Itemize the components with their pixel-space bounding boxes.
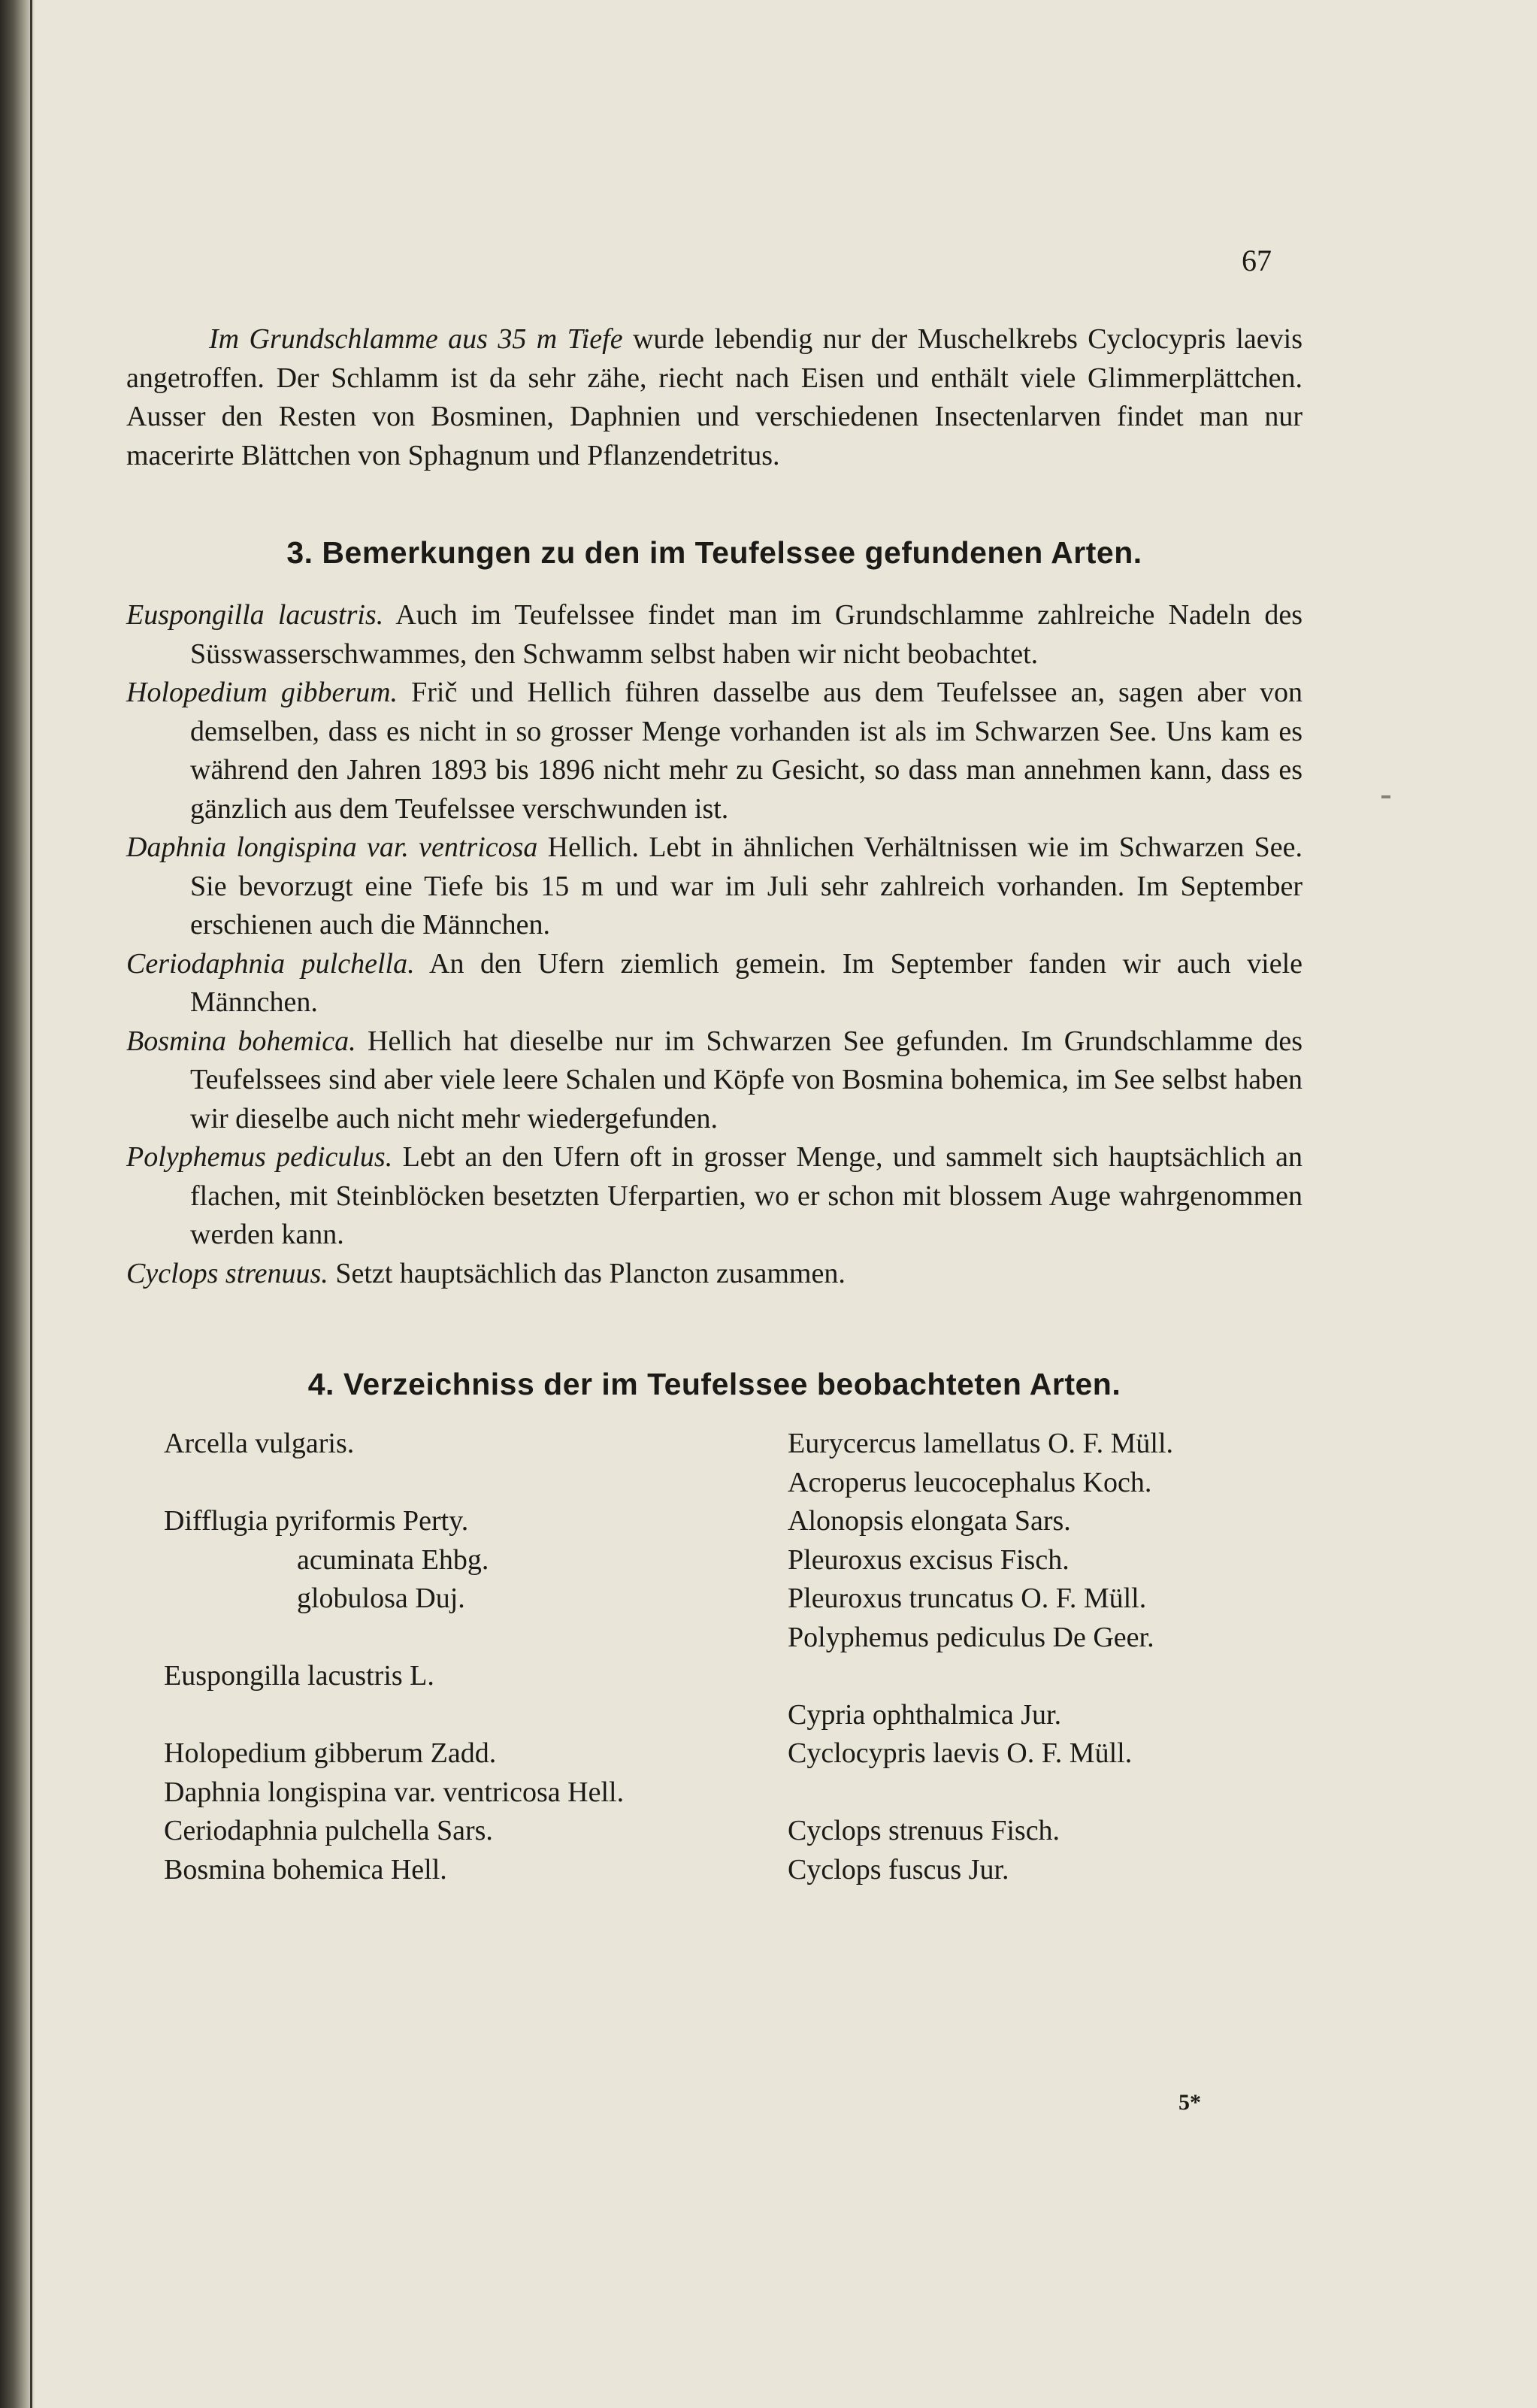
list-item: Bosmina bohemica Hell.: [164, 1853, 447, 1886]
list-item: Cyclops strenuus Fisch.: [788, 1815, 1060, 1846]
list-item: Ceriodaphnia pulchella Sars.: [164, 1815, 493, 1846]
list-item: Pleuroxus excisus Fisch.: [788, 1543, 1070, 1576]
section-4-title: 4. Verzeichniss der im Teufelssee beobachteten Arten.: [307, 1367, 1121, 1401]
entry-polyphemus: Polyphemus pediculus. Lebt an den Ufern oft in grosser Menge, und sammelt sich hauptsächlich an flachen, mit Steinblöcken besetzten Uferpartien, wo er schon mit blossem Auge wahrgenommen werden kann.: [126, 1141, 1303, 1250]
list-item: Acroperus leucocephalus Koch.: [788, 1466, 1152, 1498]
list-item: Euspongilla lacustris L.: [164, 1660, 434, 1692]
gutter-line: [30, 0, 32, 2408]
list-item: globulosa Duj.: [297, 1583, 465, 1614]
species-list-right: [788, 1425, 1314, 1889]
list-item: Daphnia longispina var. ventricosa Hell.: [164, 1776, 625, 1808]
list-item: Cypria ophthalmica Jur.: [788, 1698, 1062, 1731]
entry-bosmina: Bosmina bohemica. Hellich hat dieselbe nur im Schwarzen See gefunden. Im Grundschlamme des Teufelssees sind aber viele leere Schalen und Köpfe von Bosmina bohemica, im See selbst haben wir dieselbe auch nicht mehr wiedergefunden.: [126, 1025, 1303, 1134]
entry-holopedium: Holopedium gibberum. Frič und Hellich führen dasselbe aus dem Teufelssee an, sagen aber von demselben, dass es nicht in so grosser Menge vorhanden ist als im Schwarzen See. Uns kam es während den Jahren 1893 bis 1896 nicht mehr zu Gesicht, so dass man annehmen kann, dass es gänzlich aus dem Teufelssee verschwunden ist.: [126, 677, 1303, 825]
list-item: Polyphemus pediculus De Geer.: [788, 1621, 1154, 1653]
list-item: Arcella vulgaris.: [164, 1428, 355, 1459]
list-item: Cyclocypris laevis O. F. Müll.: [788, 1737, 1133, 1769]
entry-euspongilla: Euspongilla lacustris. Auch im Teufelssee findet man im Grundschlamme zahlreiche Nadeln des Süsswasserschwammes, den Schwamm selbst haben wir nicht beobachtet.: [126, 599, 1303, 670]
species-notes: [126, 596, 1303, 1293]
intro-text: wurde lebendig nur der Muschelkrebs Cyclocypris laevis angetroffen. Der Schlamm ist da sehr zähe, riecht nach Eisen und enthält viele Glimmerplättchen. Ausser den Resten von Bosminen, Daphnien und verschiedenen Insectenlarven findet man nur macerirte Blättchen von Sphagnum und Pflanzendetritus.: [126, 323, 1303, 471]
entry-daphnia: Daphnia longispina var. ventricosa Hellich. Lebt in ähnlichen Verhältnissen wie im Schwarzen See. Sie bevorzugt eine Tiefe bis 15 m und war im Juli sehr zahlreich vorhanden. Im September erschienen auch die Männchen.: [126, 831, 1303, 940]
list-item: Holopedium gibberum Zadd.: [164, 1737, 497, 1769]
list-item: Alonopsis elongata Sars.: [788, 1505, 1071, 1537]
signature-mark: 5*: [1178, 2090, 1201, 2115]
page-body: [126, 239, 1303, 1921]
list-item: Difflugia pyriformis Perty.: [164, 1505, 469, 1537]
entry-ceriodaphnia: Ceriodaphnia pulchella. An den Ufern ziemlich gemein. Im September fanden wir auch viele Männchen.: [126, 947, 1303, 1018]
section-3-title: 3. Bemerkungen zu den im Teufelssee gefundenen Arten.: [286, 535, 1142, 570]
intro-paragraph: [126, 320, 1303, 475]
list-item: Pleuroxus truncatus O. F. Müll.: [788, 1583, 1147, 1614]
page-number: 67: [1242, 244, 1272, 277]
list-item: acuminata Ehbg.: [297, 1543, 489, 1576]
species-list: [126, 1425, 1303, 1921]
margin-mark: [1381, 795, 1390, 798]
species-list-left: [164, 1425, 765, 1889]
intro-lead: Im Grundschlamme aus 35 m Tiefe: [209, 323, 623, 355]
list-item: Cyclops fuscus Jur.: [788, 1853, 1009, 1886]
list-item: Eurycercus lamellatus O. F. Müll.: [788, 1428, 1174, 1459]
entry-cyclops: Cyclops strenuus. Setzt hauptsächlich das Plancton zusammen.: [126, 1257, 846, 1289]
